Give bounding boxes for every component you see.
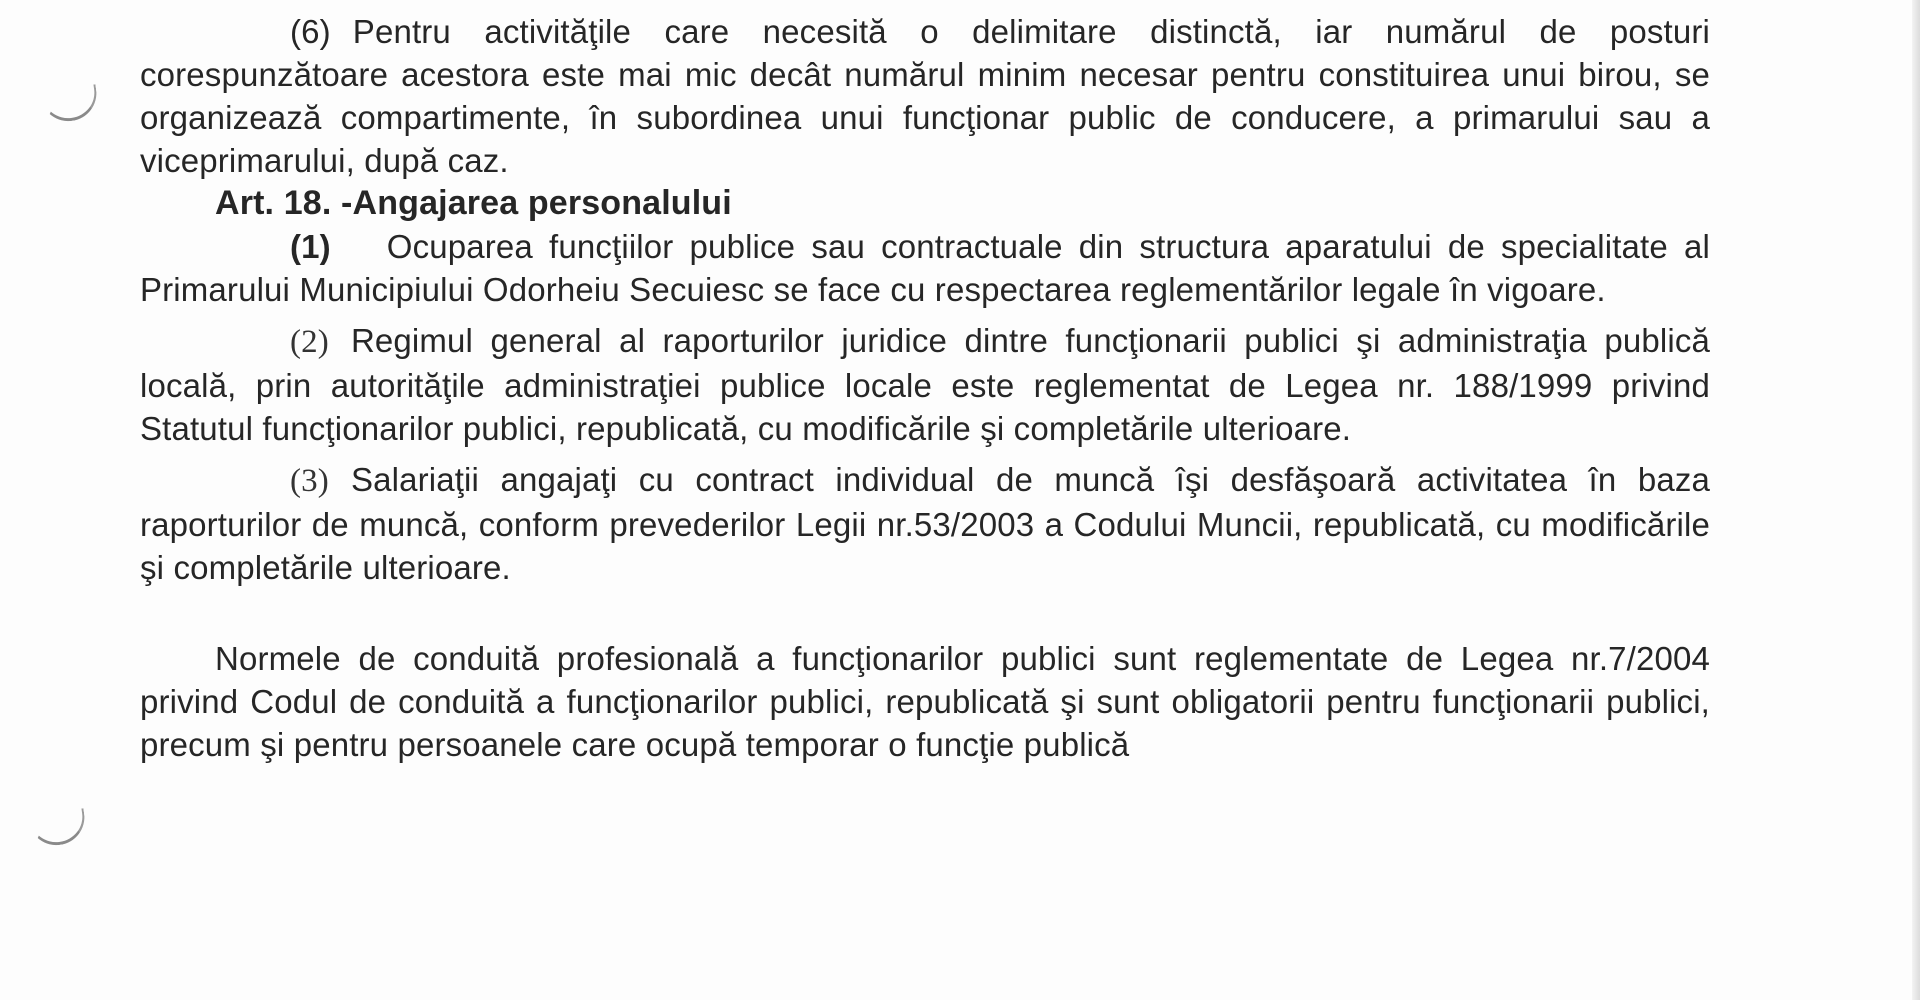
- margin-hole-mark: [40, 84, 100, 124]
- article-18-heading: Art. 18. -Angajarea personalului: [215, 184, 732, 222]
- paragraph-number: (6): [290, 13, 331, 50]
- paragraph-number: (2): [290, 324, 329, 360]
- paragraph-3: [140, 458, 1710, 589]
- paragraph-text: Normele de conduită profesională a funcţionarilor publici sunt reglementate de Legea nr.7/2004 privind Codul de conduită a funcţionarilor publici, republicată şi sunt obligatorii pentru funcţionarii publici, precum şi pentru persoanele care ocupă temporar o funcţie publică: [140, 640, 1710, 763]
- scan-edge-shadow: [1912, 0, 1920, 1000]
- paragraph-conduct-rules: [140, 637, 1710, 766]
- paragraph-gap: [140, 589, 1710, 637]
- paragraph-2: [140, 319, 1710, 450]
- paragraph-text: Regimul general al raporturilor juridice dintre funcţionarii publici şi administraţia publică locală, prin autorităţile administraţiei publice locale este reglementat de Legea nr. 188/1999 privind Statutul funcţionarilor publici, republicată, cu modificările şi completările ulterioare.: [140, 322, 1710, 447]
- paragraph-text: Ocuparea funcţiilor publice sau contractuale din structura aparatului de specialitate al Primarului Municipiului Odorheiu Secuiesc se face cu respectarea reglementărilor legale în vigoare.: [140, 228, 1710, 308]
- paragraph-text: Pentru activităţile care necesită o delimitare distinctă, iar numărul de posturi corespunzătoare acestora este mai mic decât numărul minim necesar pentru constituirea unui birou, se organizează compartimente, în subordinea unui funcţionar public de conducere, a primarului sau a viceprimarului, după caz.: [140, 13, 1710, 179]
- paragraph-number: (1): [290, 228, 331, 265]
- paragraph-6: [140, 10, 1710, 182]
- paragraph-1: [140, 225, 1710, 311]
- paragraph-text: Salariaţii angajaţi cu contract individual de muncă îşi desfăşoară activitatea în baza raporturilor de muncă, conform prevederilor Legii nr.53/2003 a Codului Muncii, republicată, cu modificările şi completările ulterioare.: [140, 461, 1710, 586]
- margin-hole-mark: [28, 808, 88, 848]
- paragraph-number: (3): [290, 463, 329, 499]
- document-body: [140, 10, 1710, 766]
